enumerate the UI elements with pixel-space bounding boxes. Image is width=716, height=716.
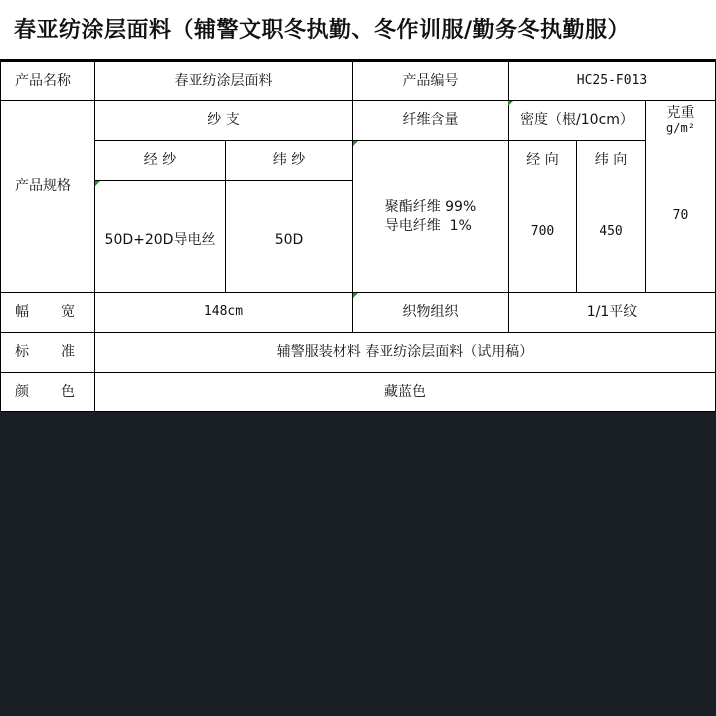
label-warp-yarn: 经 纱 (143, 152, 177, 169)
label-product-name: 产品名称 (15, 72, 71, 89)
fabric-swatch-image (0, 412, 716, 716)
value-weight: 70 (672, 208, 689, 224)
value-standard: 辅警服装材料 春亚纺涂层面料（试用稿） (276, 344, 534, 361)
value-weft-yarn: 50D (274, 232, 304, 249)
value-fiber-content (353, 141, 508, 292)
label-standard (1, 333, 94, 372)
value-color: 藏蓝色 (384, 383, 426, 400)
value-warp-density: 700 (530, 224, 555, 240)
value-product-code: HC25-F013 (576, 72, 648, 88)
label-density: 密度（根/10cm） (520, 112, 634, 129)
value-weave: 1/1平纹 (586, 304, 638, 321)
sheet-title: 春亚纺涂层面料（辅警文职冬执勤、冬作训服/勤务冬执勤服） (0, 0, 716, 61)
label-weft-yarn: 纬 纱 (272, 152, 306, 169)
label-yarn-count: 纱 支 (207, 112, 240, 129)
label-weft-direction: 纬 向 (594, 152, 628, 169)
value-warp-yarn: 50D+20D导电丝 (104, 232, 216, 249)
label-color-char1: 颜 (15, 383, 29, 400)
label-weight-name: 克重 (666, 105, 695, 122)
label-width (1, 293, 94, 332)
value-width: 148cm (203, 304, 244, 320)
fiber-line-polyester: 聚酯纤维 99% (384, 199, 477, 216)
label-color (1, 373, 94, 411)
label-weave: 织物组织 (402, 304, 459, 321)
fiber-content-lines (385, 198, 477, 234)
spec-table (0, 61, 716, 412)
label-color-char2: 色 (61, 383, 75, 400)
label-standard-char1: 标 (15, 344, 29, 361)
label-width-char2: 宽 (61, 304, 75, 321)
label-weight (646, 101, 715, 140)
fiber-line-conductive: 导电纤维 1% (384, 217, 472, 234)
label-product-code: 产品编号 (402, 72, 459, 89)
value-weft-density: 450 (599, 224, 623, 240)
label-weight-unit: g/m² (666, 120, 695, 135)
value-product-name: 春亚纺涂层面料 (174, 72, 273, 89)
label-warp-direction: 经 向 (526, 152, 559, 169)
label-standard-char2: 准 (61, 344, 75, 361)
label-fiber-content: 纤维含量 (402, 112, 459, 129)
label-spec: 产品规格 (15, 178, 71, 194)
label-width-char1: 幅 (15, 304, 29, 321)
